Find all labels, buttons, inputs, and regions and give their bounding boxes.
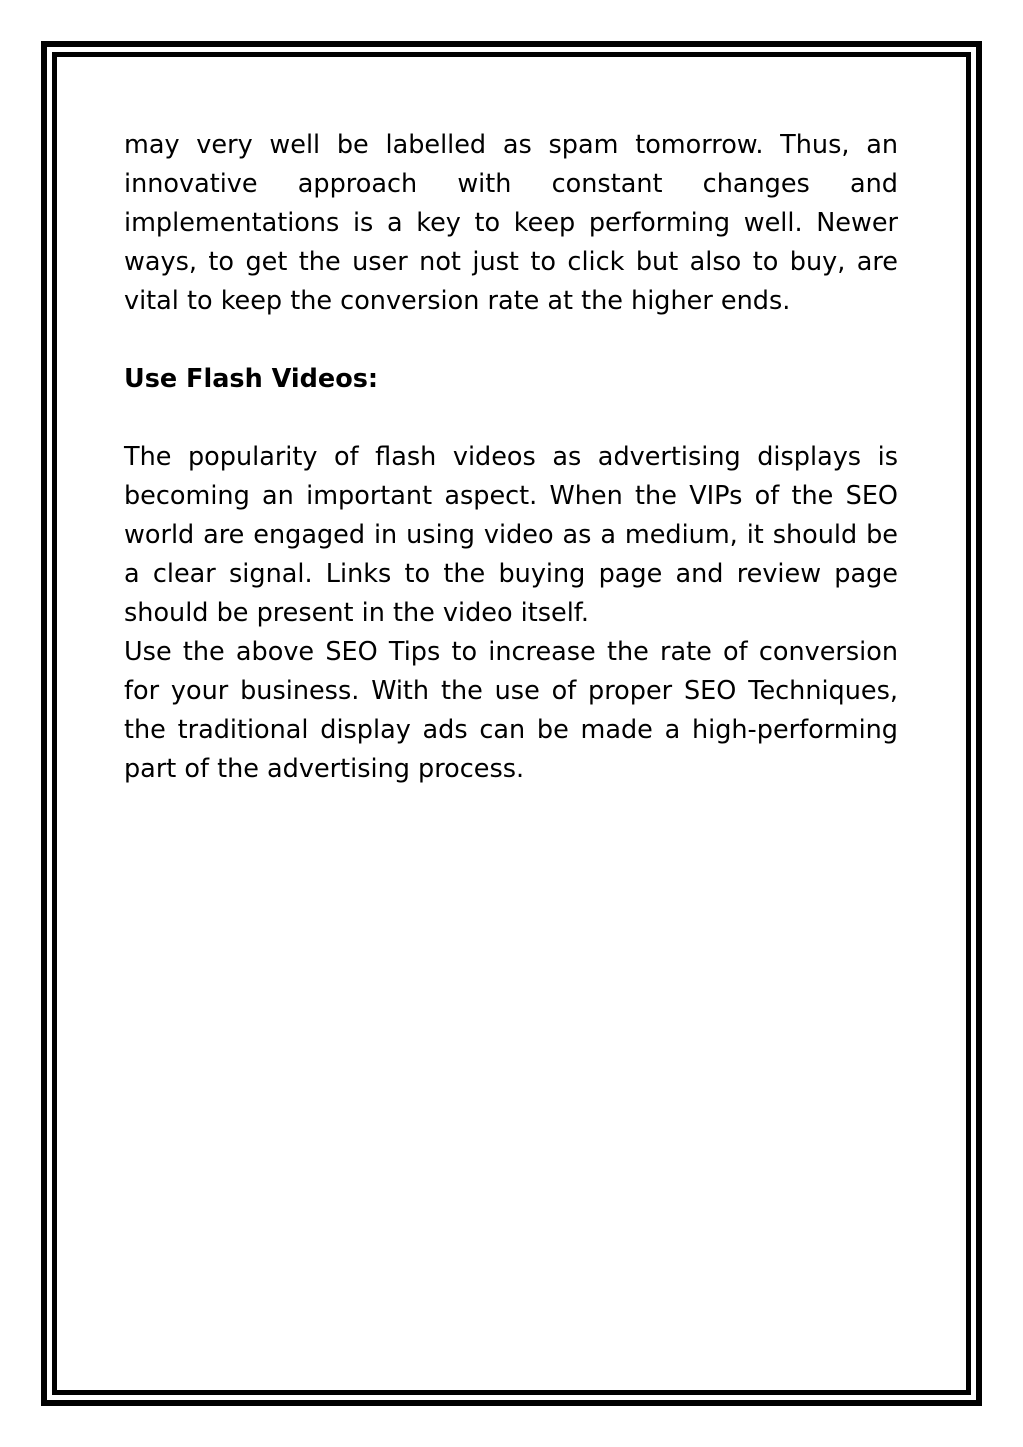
spacer (124, 321, 898, 360)
flash-videos-paragraph: The popularity of flash videos as advertising displays is becoming an important aspect. When the VIPs of the SEO world are engaged in using video as a medium, it should be a clear signal. Links to the buying page and review page should be present in the video itself. (124, 442, 898, 628)
intro-paragraph: may very well be labelled as spam tomorrow. Thus, an innovative approach with constant changes and implementations is a key to keep performing well. Newer ways, to get the user not just to click but also to buy, are vital to keep the conversion rate at the higher ends. (124, 130, 898, 316)
spacer (124, 399, 898, 438)
conclusion-paragraph: Use the above SEO Tips to increase the rate of conversion for your business. With the use of proper SEO Techniques, the traditional display ads can be made a high-performing part of the advertising process. (124, 637, 898, 784)
document-body (124, 126, 898, 789)
section-heading-flash-videos: Use Flash Videos: (124, 364, 379, 394)
